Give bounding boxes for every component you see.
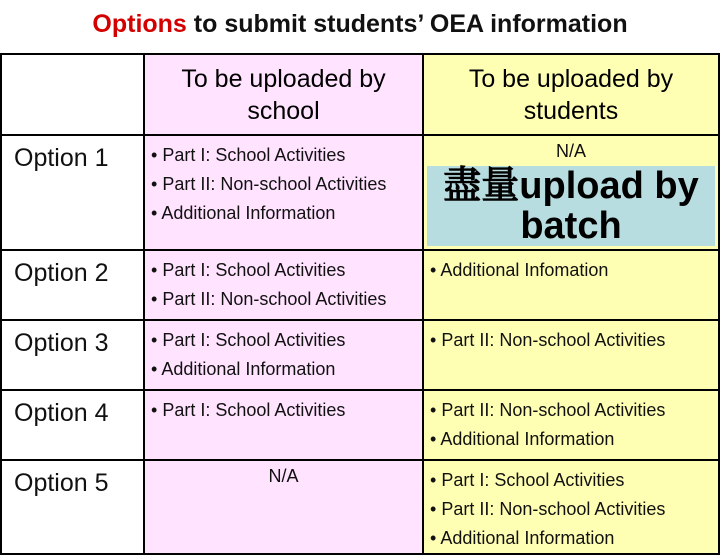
bullet-list bbox=[145, 136, 422, 228]
bullet-item: • Additional Information bbox=[151, 199, 422, 228]
school-cell bbox=[144, 320, 423, 390]
option-label: Option 5 bbox=[1, 460, 144, 554]
school-cell bbox=[144, 390, 423, 460]
school-cell bbox=[144, 135, 423, 250]
header-school: To be uploaded by school bbox=[144, 54, 423, 135]
bullet-item: • Additional Information bbox=[430, 425, 718, 454]
students-cell bbox=[423, 320, 719, 390]
na-text: N/A bbox=[268, 466, 299, 486]
bullet-item: • Part I: School Activities bbox=[430, 466, 718, 495]
bullet-item: • Part I: School Activities bbox=[151, 256, 422, 285]
bullet-list bbox=[424, 251, 718, 285]
bullet-item: • Part II: Non-school Activities bbox=[151, 170, 422, 199]
bullet-item: • Part II: Non-school Activities bbox=[151, 285, 422, 314]
table-row bbox=[1, 250, 719, 320]
bullet-item: • Additional Information bbox=[151, 355, 422, 384]
bullet-list bbox=[424, 461, 718, 553]
corner-cell bbox=[1, 54, 144, 135]
header-students: To be uploaded by students bbox=[423, 54, 719, 135]
slide-title: Options to submit students’ OEA information bbox=[92, 10, 628, 38]
bullet-list bbox=[424, 321, 718, 355]
students-cell bbox=[423, 250, 719, 320]
table-row bbox=[1, 390, 719, 460]
students-cell bbox=[423, 135, 719, 250]
bullet-list bbox=[145, 321, 422, 384]
upload-by-batch-callout: 盡量upload by batch bbox=[427, 166, 715, 246]
bullet-list bbox=[424, 391, 718, 454]
bullet-item: • Part II: Non-school Activities bbox=[430, 495, 718, 524]
option-label: Option 4 bbox=[1, 390, 144, 460]
header-row bbox=[1, 54, 719, 135]
bullet-list bbox=[145, 391, 422, 425]
option-label: Option 1 bbox=[1, 135, 144, 250]
bullet-item: • Part I: School Activities bbox=[151, 396, 422, 425]
option-label: Option 2 bbox=[1, 250, 144, 320]
option-label: Option 3 bbox=[1, 320, 144, 390]
bullet-item: • Part II: Non-school Activities bbox=[430, 326, 718, 355]
na-text: N/A bbox=[555, 141, 586, 161]
bullet-item: • Part II: Non-school Activities bbox=[430, 396, 718, 425]
students-cell bbox=[423, 390, 719, 460]
bullet-item: • Additional Infomation bbox=[430, 256, 718, 285]
options-table bbox=[0, 53, 720, 555]
bullet-list bbox=[145, 251, 422, 314]
bullet-item: • Part I: School Activities bbox=[151, 326, 422, 355]
table-row bbox=[1, 320, 719, 390]
table-row bbox=[1, 135, 719, 250]
bullet-item: • Part I: School Activities bbox=[151, 141, 422, 170]
school-cell bbox=[144, 250, 423, 320]
bullet-item: • Additional Information bbox=[430, 524, 718, 553]
